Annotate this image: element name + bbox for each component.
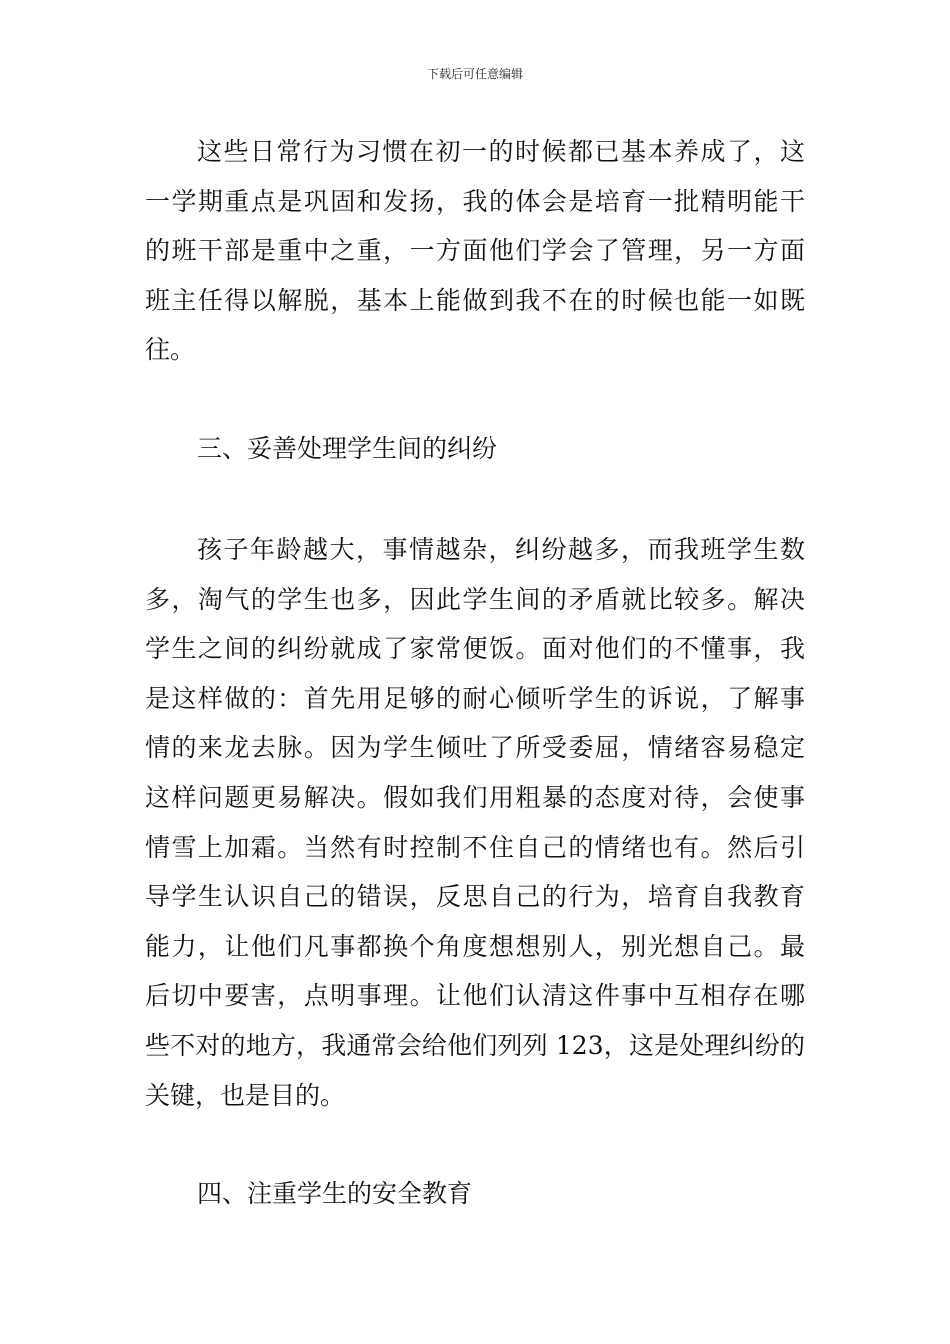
paragraph-line: 这样问题更易解决。假如我们用粗暴的态度对待，会使事 xyxy=(145,782,805,812)
page-header: 下载后可任意编辑 xyxy=(426,67,523,81)
paragraph-line: 多，淘气的学生也多，因此学生间的矛盾就比较多。解决 xyxy=(145,584,805,614)
paragraph-disputes xyxy=(145,525,805,1120)
paragraph-line: 关键，也是目的。 xyxy=(145,1080,346,1110)
paragraph-line: 些不对的地方，我通常会给他们列列 123，这是处理纠纷的 xyxy=(145,1030,805,1060)
paragraph-line: 是这样做的：首先用足够的耐心倾听学生的诉说，了解事 xyxy=(145,683,805,713)
paragraph-line: 孩子年龄越大，事情越杂，纠纷越多，而我班学生数 xyxy=(197,535,805,564)
paragraph-line: 一学期重点是巩固和发扬，我的体会是培育一批精明能干 xyxy=(145,186,805,216)
paragraph-line: 班主任得以解脱，基本上能做到我不在的时候也能一如既 xyxy=(145,285,805,315)
paragraph-line: 导学生认识自己的错误，反思自己的行为，培育自我教育 xyxy=(145,882,805,912)
paragraph-line: 情的来龙去脉。因为学生倾吐了所受委屈，情绪容易稳定 xyxy=(145,733,805,763)
paragraph-line: 的班干部是重中之重，一方面他们学会了管理，另一方面 xyxy=(145,236,805,266)
paragraph-habits xyxy=(145,127,805,375)
paragraph-line: 能力，让他们凡事都换个角度想想别人，别光想自己。最 xyxy=(145,931,805,961)
paragraph-line: 往。 xyxy=(145,335,196,365)
paragraph-line: 情雪上加霜。当然有时控制不住自己的情绪也有。然后引 xyxy=(145,832,805,862)
section-heading-disputes: 三、妥善处理学生间的纠纷 xyxy=(197,434,498,463)
paragraph-line: 学生之间的纠纷就成了家常便饭。面对他们的不懂事，我 xyxy=(145,634,805,664)
paragraph-line: 后切中要害，点明事理。让他们认清这件事中互相存在哪 xyxy=(145,981,805,1011)
paragraph-line: 这些日常行为习惯在初一的时候都已基本养成了，这 xyxy=(197,137,805,166)
section-heading-safety: 四、注重学生的安全教育 xyxy=(197,1179,473,1208)
